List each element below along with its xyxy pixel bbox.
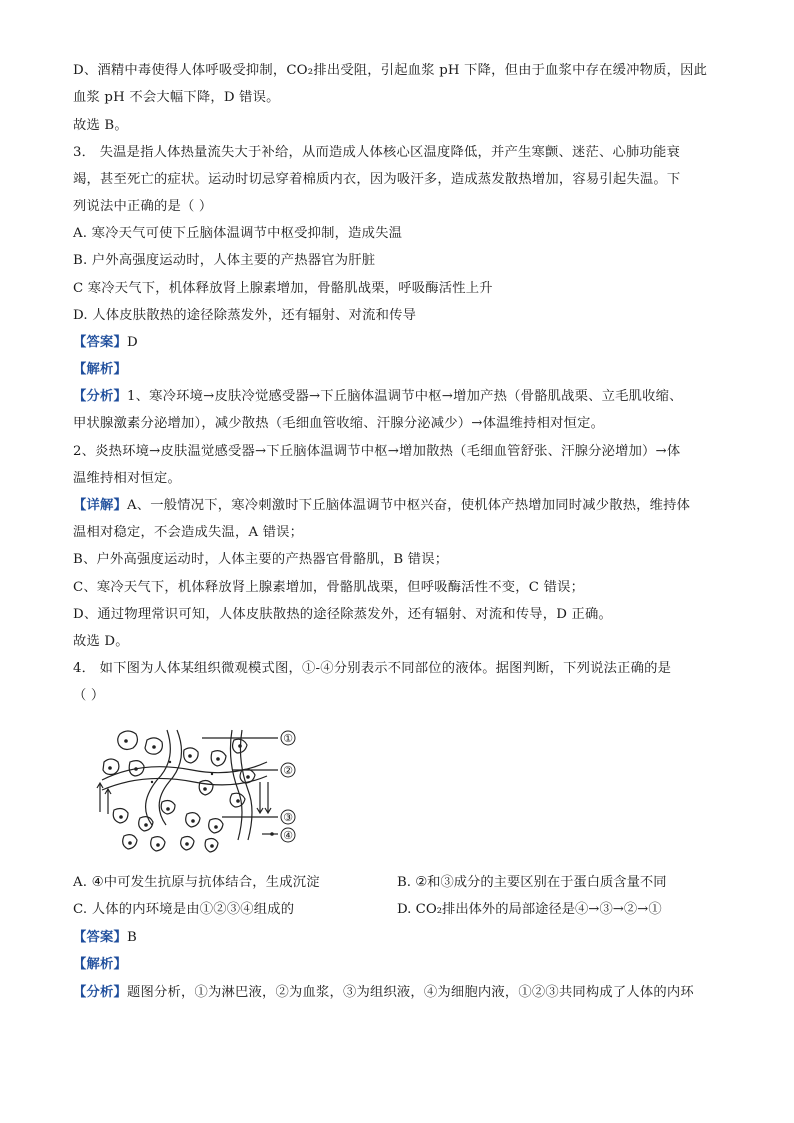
q4-option-c: C. 人体的内环境是由①②③④组成的	[73, 902, 295, 917]
q3-option-a: A. 寒冷天气可使下丘脑体温调节中枢受抑制，造成失温	[73, 226, 403, 241]
question-3-stem: 3． 失温是指人体热量流失大于补给，从而造成人体核心区温度降低，并产生寒颤、迷茫、心肺功能衰	[73, 145, 680, 160]
text-line: D、通过物理常识可知，人体皮肤散热的途径除蒸发外，还有辐射、对流和传导，D 正确。	[73, 607, 613, 622]
q3-xiangjie	[73, 497, 690, 515]
text-line: 血浆 pH 不会大幅下降，D 错误。	[73, 90, 280, 105]
text-line: 温相对稳定，不会造成失温，A 错误；	[73, 525, 304, 540]
q3-answer	[73, 334, 138, 352]
xiangjie-text: A、一般情况下，寒冷刺激时下丘脑体温调节中枢兴奋，使机体产热增加同时减少散热，维持体	[127, 498, 691, 513]
fenxi-tag: 【分析】	[73, 389, 127, 404]
label-3: ③	[283, 811, 293, 824]
q4-fenxi	[73, 984, 694, 1002]
question-3-stem: 列说法中正确的是（ ）	[73, 199, 213, 214]
q4-option-b: B. ②和③成分的主要区别在于蛋白质含量不同	[397, 875, 667, 890]
label-4: ④	[283, 829, 293, 842]
answer-tag: 【答案】	[73, 930, 127, 945]
fenxi-tag: 【分析】	[73, 985, 127, 1000]
fenxi-text: 题图分析，①为淋巴液，②为血浆，③为组织液，④为细胞内液，①②③共同构成了人体的内环	[127, 985, 694, 1000]
text-line: 故选 B。	[73, 118, 128, 133]
text-line: B、户外高强度运动时，人体主要的产热器官骨骼肌，B 错误；	[73, 552, 449, 567]
label-2: ②	[283, 764, 293, 777]
q3-option-c: C 寒冷天气下，机体释放肾上腺素增加，骨骼肌战栗，呼吸酶活性上升	[73, 281, 493, 296]
q3-fenxi	[73, 388, 683, 406]
q4-option-a: A. ④中可发生抗原与抗体结合，生成沉淀	[73, 875, 320, 890]
question-4-stem: （ ）	[73, 688, 105, 703]
answer-tag: 【答案】	[73, 335, 127, 350]
answer-value: D	[127, 335, 138, 350]
q3-analysis-heading	[73, 361, 127, 379]
q4-analysis-heading	[73, 956, 127, 974]
analysis-tag: 【解析】	[73, 957, 127, 972]
fenxi-text: 1、寒冷环境→皮肤冷觉感受器→下丘脑体温调节中枢→增加产热（骨骼肌战栗、立毛肌收缩、	[127, 389, 683, 404]
text-line: 温维持相对恒定。	[73, 471, 181, 486]
q4-answer	[73, 929, 137, 947]
analysis-tag: 【解析】	[73, 362, 127, 377]
text-line: C、寒冷天气下，机体释放肾上腺素增加，骨骼肌战栗，但呼吸酶活性不变，C 错误；	[73, 580, 585, 595]
tissue-diagram	[92, 722, 307, 857]
label-1: ①	[283, 732, 293, 745]
q3-option-b: B. 户外高强度运动时，人体主要的产热器官为肝脏	[73, 253, 376, 268]
question-3-stem: 竭，甚至死亡的症状。运动时切忌穿着棉质内衣，因为吸汗多，造成蒸发散热增加，容易引起失温。下	[73, 172, 681, 187]
text-line: 甲状腺激素分泌增加），减少散热（毛细血管收缩、汗腺分泌减少）→体温维持相对恒定。	[73, 416, 605, 431]
q4-option-d: D. CO₂排出体外的局部途径是④→③→②→①	[397, 902, 662, 917]
q3-option-d: D. 人体皮肤散热的途径除蒸发外，还有辐射、对流和传导	[73, 308, 417, 323]
answer-value: B	[127, 930, 137, 945]
text-line: 故选 D。	[73, 634, 129, 649]
question-4-stem: 4． 如下图为人体某组织微观模式图，①-④分别表示不同部位的液体。据图判断，下列说法正确的是	[73, 661, 672, 676]
text-line: 2、炎热环境→皮肤温觉感受器→下丘脑体温调节中枢→增加散热（毛细血管舒张、汗腺分泌增加）→体	[73, 444, 681, 459]
text-line: D、酒精中毒使得人体呼吸受抑制，CO₂排出受阻，引起血浆 pH 下降，但由于血浆中存在缓冲物质，因此	[73, 63, 708, 78]
xiangjie-tag: 【详解】	[73, 498, 127, 513]
